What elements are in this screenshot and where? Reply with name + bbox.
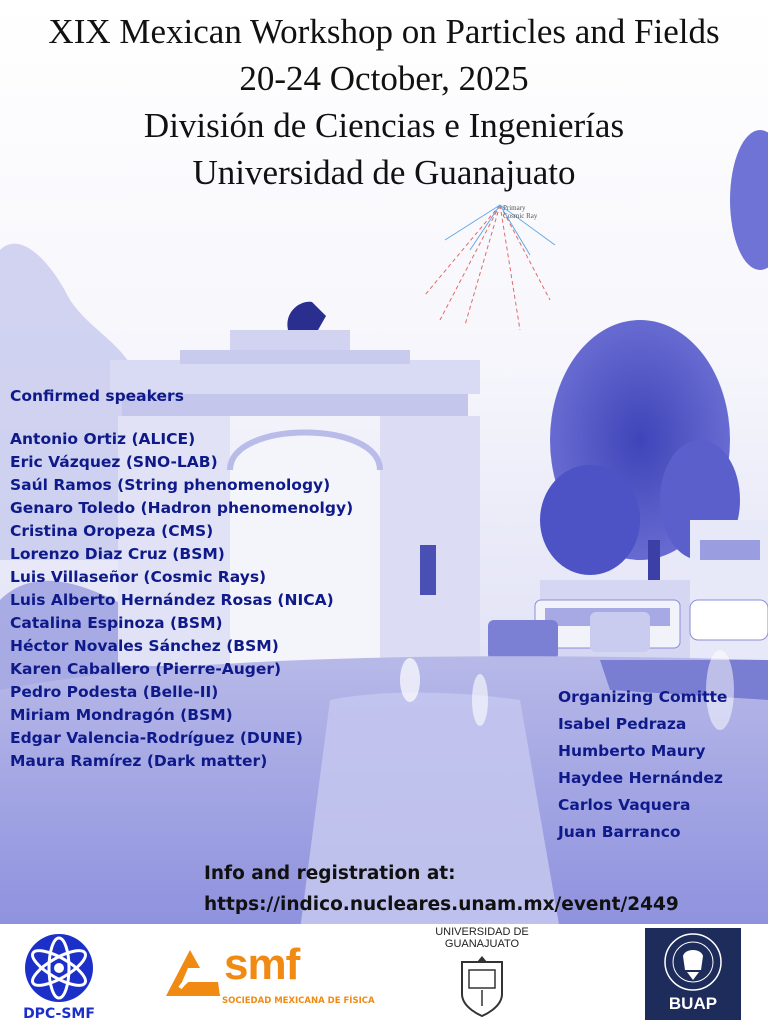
speaker-item: Luis Villaseñor (Cosmic Rays)	[10, 568, 267, 586]
speaker-item: Genaro Toledo (Hadron phenomenolgy)	[10, 499, 354, 517]
buap-logo	[645, 928, 741, 1020]
ug-crest-icon	[457, 954, 507, 1020]
speaker-item: Antonio Ortiz (ALICE)	[10, 430, 196, 448]
smf-swoosh-icon	[160, 944, 224, 1004]
committee-member: Carlos Vaquera	[558, 796, 691, 814]
speaker-item: Edgar Valencia-Rodríguez (DUNE)	[10, 729, 304, 747]
speaker-item: Luis Alberto Hernández Rosas (NICA)	[10, 591, 334, 609]
title-dates: 20-24 October, 2025	[239, 59, 529, 98]
title-workshop-name: XIX Mexican Workshop on Particles and Fields	[48, 12, 720, 51]
speaker-item: Héctor Novales Sánchez (BSM)	[10, 637, 279, 655]
title-university: Universidad de Guanajuato	[192, 153, 576, 192]
committee-heading: Organizing Comitte	[558, 688, 728, 706]
speaker-item: Catalina Espinoza (BSM)	[10, 614, 223, 632]
universidad-guanajuato-logo	[420, 926, 544, 1022]
smf-wordmark: smf	[224, 940, 300, 989]
buap-label: BUAP	[668, 994, 718, 1013]
registration-link[interactable]: https://indico.nucleares.unam.mx/event/2449	[204, 894, 679, 915]
smf-logo	[160, 940, 375, 1012]
registration-heading: Info and registration at:	[204, 863, 456, 884]
ug-line1: UNIVERSIDAD DE	[435, 926, 529, 938]
speaker-item: Saúl Ramos (String phenomenology)	[10, 476, 331, 494]
speakers-list	[10, 386, 353, 773]
speaker-item: Lorenzo Diaz Cruz (BSM)	[10, 545, 225, 563]
speakers-heading: Confirmed speakers	[10, 387, 184, 405]
speaker-item: Pedro Podesta (Belle-II)	[10, 683, 219, 701]
speaker-item: Karen Caballero (Pierre-Auger)	[10, 660, 282, 678]
registration-info	[204, 858, 679, 920]
committee-member: Isabel Pedraza	[558, 715, 687, 733]
cosmic-ray-label-line1: Primary	[503, 204, 526, 212]
speaker-item: Miriam Mondragón (BSM)	[10, 706, 233, 724]
poster-title	[0, 8, 768, 196]
ug-line2: GUANAJUATO	[444, 938, 520, 950]
atom-icon	[14, 930, 104, 1006]
cosmic-ray-label-line2: Cosmic Ray	[503, 212, 538, 220]
title-division: División de Ciencias e Ingenierías	[143, 106, 625, 145]
organizing-committee	[558, 684, 727, 846]
committee-member: Humberto Maury	[558, 742, 706, 760]
dpc-smf-label: DPC-SMF	[23, 1006, 95, 1022]
speaker-item: Maura Ramírez (Dark matter)	[10, 752, 268, 770]
speaker-item: Cristina Oropeza (CMS)	[10, 522, 214, 540]
committee-member: Haydee Hernández	[558, 769, 723, 787]
speaker-item: Eric Vázquez (SNO-LAB)	[10, 453, 218, 471]
smf-subtitle: SOCIEDAD MEXICANA DE FÍSICA	[222, 996, 375, 1006]
committee-member: Juan Barranco	[558, 823, 681, 841]
cosmic-ray-label	[503, 204, 537, 220]
buap-seal-icon	[645, 928, 741, 996]
dpc-smf-logo	[14, 930, 104, 1024]
